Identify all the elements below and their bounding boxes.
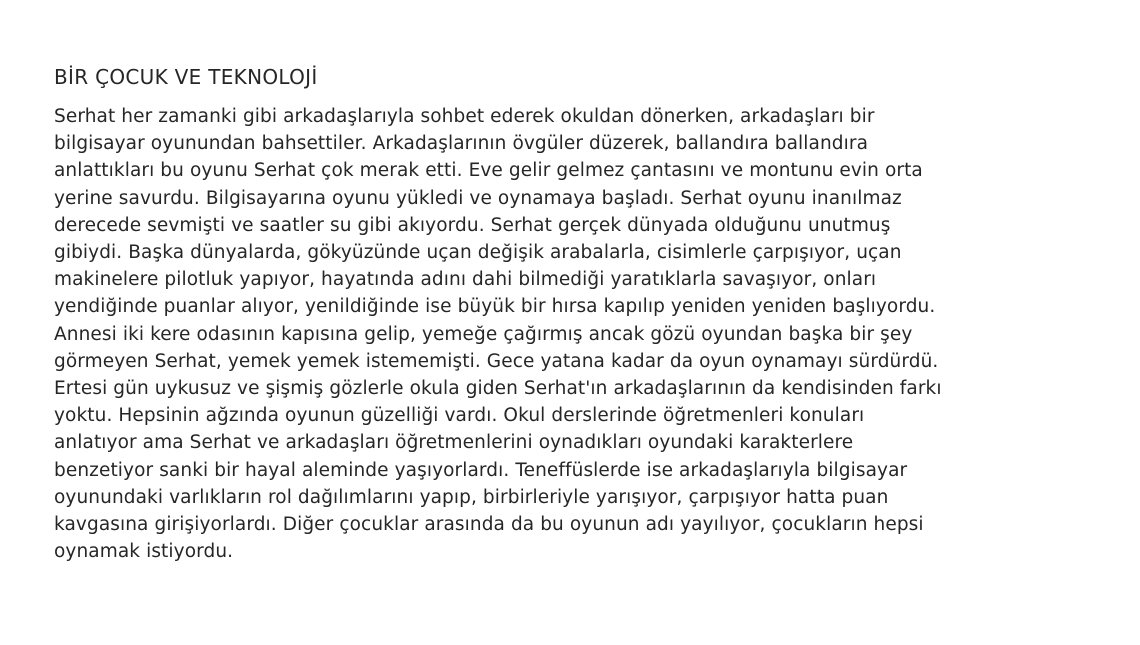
paragraph-line: benzetiyor sanki bir hayal aleminde yaşıyorlardı. Teneffüslerde ise arkadaşlarıyla bilgisayar	[54, 459, 908, 481]
story-paragraph	[54, 103, 1084, 565]
paragraph-line: kavgasına girişiyorlardı. Diğer çocuklar arasında da bu oyunun adı yayılıyor, çocukların hepsi	[54, 514, 924, 536]
paragraph-line: görmeyen Serhat, yemek yemek istememişti. Gece yatana kadar da oyun oynamayı sürdürdü.	[54, 350, 939, 372]
paragraph-line: gibiydi. Başka dünyalarda, gökyüzünde uçan değişik arabalarla, cisimlerle çarpışıyor, uçan	[54, 242, 902, 264]
paragraph-line: yerine savurdu. Bilgisayarına oyunu yükledi ve oynamaya başladı. Serhat oyunu inanılmaz	[54, 187, 902, 209]
paragraph-line: anlatıyor ama Serhat ve arkadaşları öğretmenlerini oynadıkları oyundaki karakterlere	[54, 432, 854, 454]
paragraph-line: yendiğinde puanlar alıyor, yenildiğinde ise büyük bir hırsa kapılıp yeniden yeniden başlıyordu.	[54, 296, 936, 318]
paragraph-line: oynamak istiyordu.	[54, 541, 234, 563]
document	[54, 62, 1084, 565]
paragraph-line: yoktu. Hepsinin ağzında oyunun güzelliği vardı. Okul derslerinde öğretmenleri konuları	[54, 405, 865, 427]
paragraph-line: Ertesi gün uykusuz ve şişmiş gözlerle okula giden Serhat'ın arkadaşlarının da kendisinden farkı	[54, 378, 942, 400]
paragraph-line: makinelere pilotluk yapıyor, hayatında adını dahi bilmediği yaratıklarla savaşıyor, onları	[54, 269, 877, 291]
paragraph-line: Serhat her zamanki gibi arkadaşlarıyla sohbet ederek okuldan dönerken, arkadaşları bir	[54, 106, 875, 127]
paragraph-line: derecede sevmişti ve saatler su gibi akıyordu. Serhat gerçek dünyada olduğunu unutmuş	[54, 214, 891, 236]
paragraph-line: Annesi iki kere odasının kapısına gelip, yemeğe çağırmış ancak gözü oyundan başka bir şey	[54, 323, 913, 345]
paragraph-line: anlattıkları bu oyunu Serhat çok merak etti. Eve gelir gelmez çantasını ve montunu evin orta	[54, 160, 923, 182]
paragraph-line: bilgisayar oyunundan bahsettiler. Arkadaşlarının övgüler düzerek, ballandıra ballandıra	[54, 133, 869, 155]
paragraph-line: oyunundaki varlıkların rol dağılımlarını yapıp, birbirleriyle yarışıyor, çarpışıyor hatta puan	[54, 486, 889, 508]
document-title: BİR ÇOCUK VE TEKNOLOJİ	[54, 65, 318, 89]
